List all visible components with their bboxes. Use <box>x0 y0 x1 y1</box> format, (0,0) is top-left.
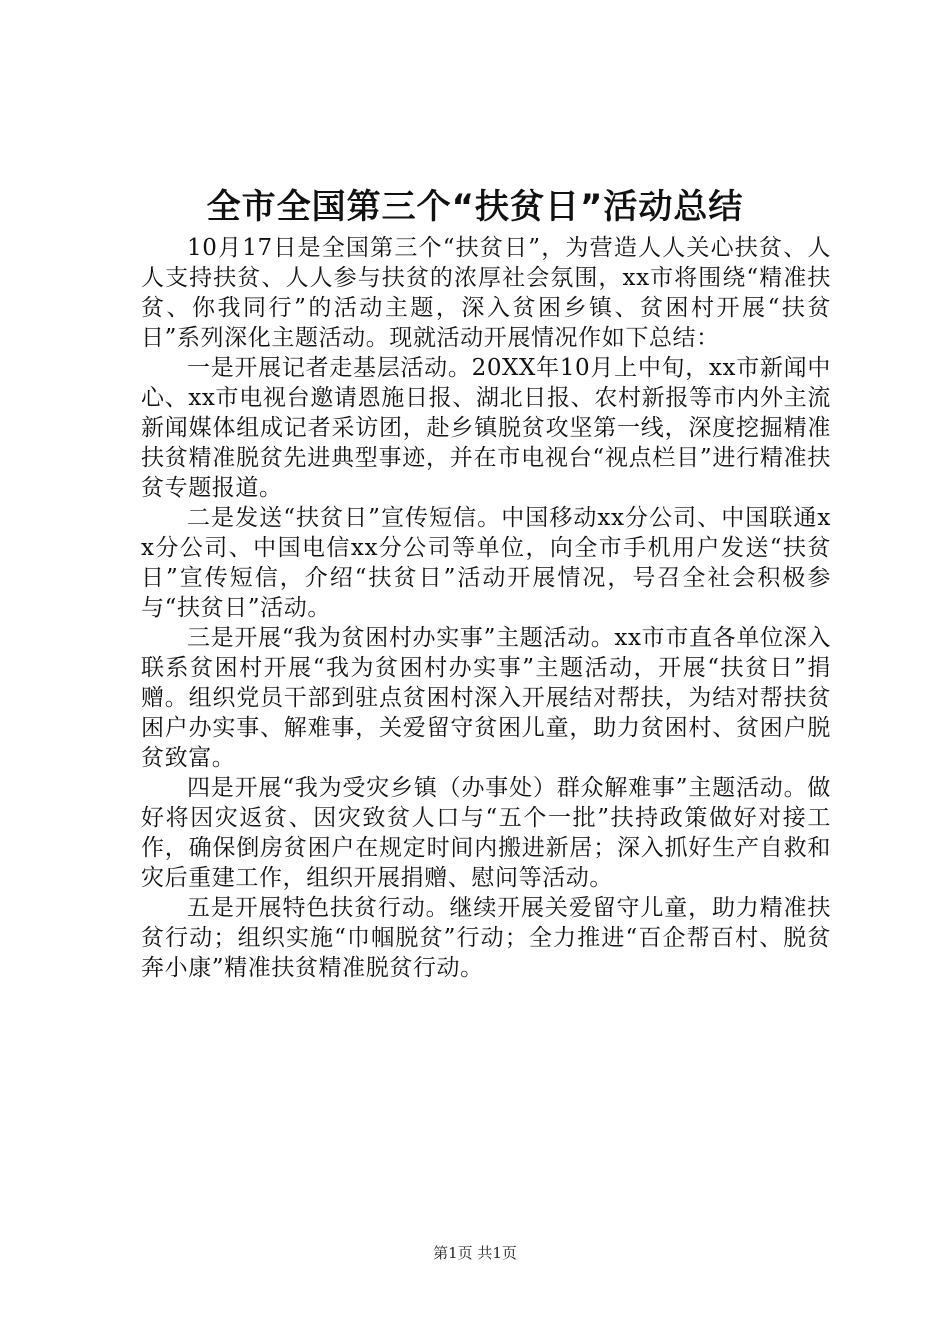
paragraph-item-5: 五是开展特色扶贫行动。继续开展关爱留守儿童，助力精准扶贫行动；组织实施“巾帼脱贫”行动；全力推进“百企帮百村、脱贫奔小康”精准扶贫精准脱贫行动。 <box>141 895 831 981</box>
paragraph-item-3: 三是开展“我为贫困村办实事”主题活动。xx市市直各单位深入联系贫困村开展“我为贫困村办实事”主题活动，开展“扶贫日”捐赠。组织党员干部到驻点贫困村深入开展结对帮扶，为结对帮扶贫困户办实事、解难事，关爱留守贫困儿童，助力贫困村、贫困户脱贫致富。 <box>141 625 831 771</box>
paragraph-intro: 10月17日是全国第三个“扶贫日”，为营造人人关心扶贫、人人支持扶贫、人人参与扶贫的浓厚社会氛围，xx市将围绕“精准扶贫、你我同行”的活动主题，深入贫困乡镇、贫困村开展“扶贫日”系列深化主题活动。现就活动开展情况作如下总结： <box>141 235 831 351</box>
document-title: 全市全国第三个“扶贫日”活动总结 <box>206 187 744 227</box>
paragraph-item-4: 四是开展“我为受灾乡镇（办事处）群众解难事”主题活动。做好将因灾返贫、因灾致贫人口与“五个一批”扶持政策做好对接工作，确保倒房贫困户在规定时间内搬进新居；深入抓好生产自救和灾后重建工作，组织开展捐赠、慰问等活动。 <box>141 775 831 891</box>
page-footer: 第1页 共1页 <box>433 1244 517 1262</box>
paragraph-item-1: 一是开展记者走基层活动。20XX年10月上中旬，xx市新闻中心、xx市电视台邀请恩施日报、湖北日报、农村新报等市内外主流新闻媒体组成记者采访团，赴乡镇脱贫攻坚第一线，深度挖掘精准扶贫精准脱贫先进典型事迹，并在市电视台“视点栏目”进行精准扶贫专题报道。 <box>141 355 831 501</box>
paragraph-item-2: 二是发送“扶贫日”宣传短信。中国移动xx分公司、中国联通xx分公司、中国电信xx分公司等单位，向全市手机用户发送“扶贫日”宣传短信，介绍“扶贫日”活动开展情况，号召全社会积极参与“扶贫日”活动。 <box>141 505 831 621</box>
document-body <box>141 233 831 983</box>
